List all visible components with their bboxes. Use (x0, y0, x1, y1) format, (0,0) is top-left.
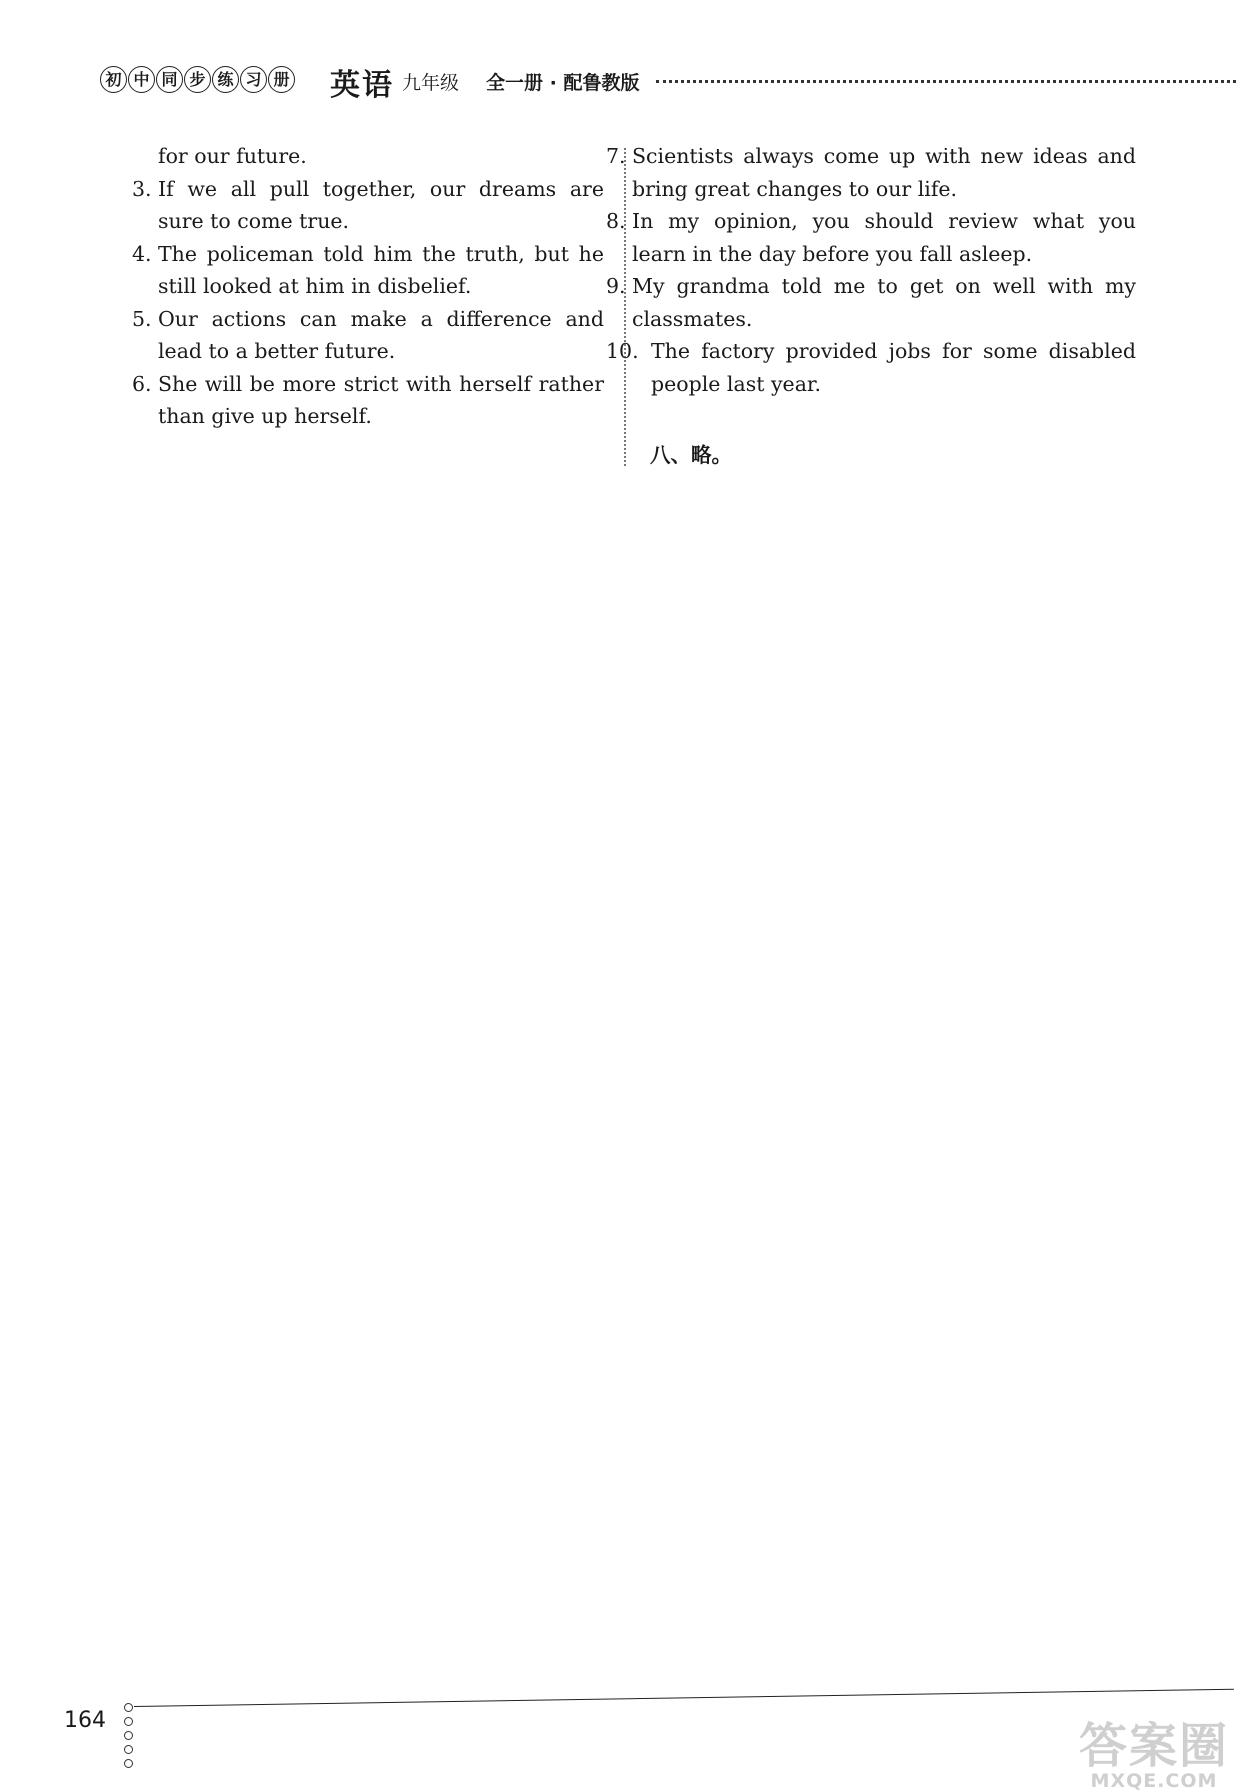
section-eight: 八、略。 (650, 443, 732, 467)
series-char: 习 (240, 66, 267, 93)
answer-continuation: for our future. (158, 144, 307, 168)
series-char: 同 (156, 66, 183, 93)
answer-item (132, 173, 604, 238)
answer-number: 4. (132, 241, 152, 266)
left-answer-column (132, 140, 604, 433)
series-char: 步 (184, 66, 211, 93)
series-char: 初 (100, 66, 127, 93)
answer-number: 6. (132, 371, 152, 396)
answer-item (132, 238, 604, 303)
answer-text: My grandma told me to get on well with my classmates. (632, 274, 1136, 331)
answer-number: 3. (132, 176, 152, 201)
answer-item (132, 303, 604, 368)
answer-text: Scientists always come up with new ideas and bring great changes to our life. (632, 144, 1136, 201)
series-char: 练 (212, 66, 239, 93)
grade-label: 九年级 (402, 72, 460, 94)
subject-title: 英语 (330, 68, 394, 103)
answer-number: 8. (606, 209, 626, 233)
answer-item (606, 335, 1136, 400)
watermark (1078, 1718, 1229, 1792)
series-char: 册 (268, 66, 295, 93)
answer-number: 5. (132, 306, 152, 331)
edition-label: 全一册 · 配鲁教版 (486, 72, 640, 94)
page-number: 164 (64, 1708, 106, 1733)
binding-rings-decoration (124, 1700, 136, 1784)
watermark-url: MXQE.COM (1090, 1770, 1218, 1792)
series-title (100, 66, 295, 93)
right-answer-column (606, 140, 1136, 400)
answer-text: Our actions can make a difference and lead to a better future. (158, 306, 604, 363)
answer-item (606, 205, 1136, 270)
answer-text: She will be more strict with herself rather than give up herself. (158, 371, 604, 428)
answer-item (606, 140, 1136, 205)
answer-number: 10. (606, 339, 639, 363)
header-dotted-rule (656, 80, 1236, 83)
footer-rule (134, 1689, 1234, 1707)
series-char: 中 (128, 66, 155, 93)
answer-text: The factory provided jobs for some disabled people last year. (651, 339, 1136, 396)
answer-number: 9. (606, 274, 626, 298)
answer-item (606, 270, 1136, 335)
answer-text: In my opinion, you should review what you learn in the day before you fall asleep. (632, 209, 1136, 266)
answer-number: 7. (606, 144, 626, 168)
answer-text: If we all pull together, our dreams are sure to come true. (158, 176, 604, 233)
page-header (100, 58, 1241, 103)
watermark-logo: 答案圈 (1078, 1718, 1229, 1774)
answer-item (132, 368, 604, 433)
answer-text: The policeman told him the truth, but he still looked at him in disbelief. (158, 241, 604, 298)
